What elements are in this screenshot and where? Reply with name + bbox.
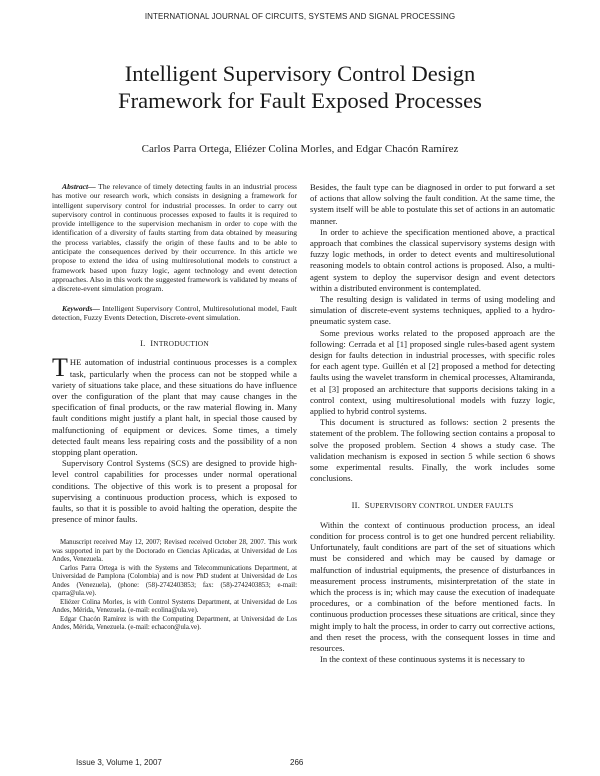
section-title-cap: I	[150, 338, 154, 349]
page-number: 266	[290, 758, 304, 767]
abstract-text: The relevance of timely detecting faults in an industrial process has motive our research work, which consists in designing a framework for intelligent supervisory control for industrial processes. In order to carry out supervisory control in continuous processes exposed to faults it is required to provide intelligence to the supervision mechanism in order to cope with the identification of a diversity of faults starting from data obtained by measuring the process variables, classify the origin of these faults and to be able to anticipate the consequences derived by their occurrence. In this article we propose to extend the idea of using multiresolutional models to construct a framework based upon fuzzy logic, agent technology and event detection approaches. Also in this work the suggested framework is validated by means of a discrete-event simulation program.	[52, 182, 297, 294]
keywords-label: Keywords—	[62, 303, 100, 313]
paper-title	[40, 60, 560, 114]
intro-paragraph-1	[52, 353, 297, 458]
intro-paragraph-2: Supervisory Control Systems (SCS) are designed to provide high-level control capabilities for processes under normal operational conditions. The objective of this work is to present a proposal for supervising a continuous production process, which is exposed to faults, so that it is possible to avoid halting the operation, despite the presence of minor faults.	[52, 458, 297, 525]
footnote-1: Manuscript received May 12, 2007; Revised received October 28, 2007. This work was supported in part by the Doctorado en Ciencias Aplicadas, at Universidad de Los Andes, Venezuela.	[52, 539, 297, 564]
right-paragraph-3: The resulting design is validated in terms of using modeling and simulation of discrete-event systems techniques, applied to a hydro-pneumatic system case.	[310, 294, 555, 327]
footnote-3: Eliézer Colina Morles, is with Control Systems Department, at Universidad de Los Andes, Mérida, Venezuela. (e-mail: ecolina@ula.ve).	[52, 598, 297, 615]
footnote-2: Carlos Parra Ortega is with the Systems and Telecommunications Department, at Universidad de Pamplona (Colombia) and is now PhD student at Universidad de Los Andes (Venezuela), (phone: (58)-2742403853; fax: (58)-2742403853; e-mail: cparra@ula.ve).	[52, 564, 297, 598]
right-paragraph-2: In order to achieve the specification mentioned above, a practical approach that combines the classical supervisory systems design with fuzzy logic methods, in order to detect events and multiresolutional reasoning models to obtain control actions is proposed. Also, a multi-agent system to deploy the supervisor design and event detectors within a distributed environment is contemplated.	[310, 226, 555, 293]
section-title-cap: S	[364, 500, 370, 511]
right-paragraph-1: Besides, the fault type can be diagnosed in order to put forward a set of actions that allow solving the fault condition. At the same time, the system itself will be able to postulate this set of actions in an automatic manner.	[310, 182, 555, 226]
left-column	[52, 182, 297, 633]
section-numeral: I.	[140, 338, 146, 349]
section2-paragraph-1: Within the context of continuous production process, an ideal condition for process control is to get one hundred percent reliability. Unfortunately, fault conditions are part of the set of situations which must be considered and which may be caused by damage or malfunction of industrial equipments, the presence of disturbances in measurement process instruments, misinterpretation of the state in which the process is in; which may cause the execution of inadequate procedures, or a combination of the before mentioned facts. In continuous production processes these situations are critical, since they might imply to halt the process, in order to carry out corrective actions, and then reset the process, with the consequent losses in time and resources.	[310, 519, 555, 653]
keywords	[52, 304, 297, 323]
section-numeral: II.	[351, 500, 361, 511]
author-list: Carlos Parra Ortega, Eliézer Colina Morles, and Edgar Chacón Ramírez	[141, 143, 459, 155]
intro-paragraph-1-text: HE automation of industrial continuous processes is a complex task, particularly when the process can not be stopped while a variety of situations take place, and these situations do have influence over the configuration of the plant that may cause changes in the specification of final products, or the raw material flowing in. Many fault conditions might justify a plant halt, in special those caused by malfunctioning of equipment or devices. Some times, a timely detected fault means less repairing costs and the possibility of a non stopping plant operation.	[52, 357, 297, 457]
footer-issue: Issue 3, Volume 1, 2007	[76, 758, 162, 767]
keywords-text: Intelligent Supervisory Control, Multiresolutional model, Fault detection, Fuzzy Events Detection, Discrete-event simulation.	[52, 303, 297, 322]
section-title-rest: NTRODUCTION	[153, 339, 209, 349]
journal-header: INTERNATIONAL JOURNAL OF CIRCUITS, SYSTEMS AND SIGNAL PROCESSING	[144, 12, 456, 21]
right-paragraph-5: This document is structured as follows: section 2 presents the statement of the problem. The following section contains a proposal to solve the proposed problem. Section 4 shows a study case. The validation mechanism is exposed in section 5 while section 6 shows some experimental results. Finally, the work includes some conclusions.	[310, 417, 555, 484]
right-column	[310, 182, 555, 665]
section-heading-introduction	[52, 338, 297, 349]
title-line-1: Intelligent Supervisory Control Design	[124, 61, 476, 86]
abstract-label: Abstract—	[62, 182, 96, 191]
section-heading-supervisory-control	[310, 500, 555, 511]
abstract	[52, 182, 297, 294]
footnote-4: Edgar Chacón Ramírez is with the Computing Department, at Universidad de Los Andes, Mérida, Venezuela. (e-mail: echacon@ula.ve).	[52, 615, 297, 632]
drop-cap: T	[52, 353, 68, 383]
title-line-2: Framework for Fault Exposed Processes	[118, 88, 482, 113]
footnotes	[52, 539, 297, 633]
section-title-rest: UPERVISORY CONTROL UNDER FAULTS	[369, 501, 514, 511]
section2-paragraph-2: In the context of these continuous systems it is necessary to	[320, 654, 525, 665]
right-paragraph-4: Some previous works related to the proposed approach are the following: Cerrada et al [1] proposed single rules-based agent system design for faults detection in industrial processes, with specific roles for each agent type. Guillén et al [2] proposed a method for detecting faults using the wavelet transform in chemical processes, Altamiranda, et al [3] proposed an architecture that supports decisions taking in a control context, using multiresolutional models with fuzzy logic, applied to hybrid control systems.	[310, 327, 555, 417]
